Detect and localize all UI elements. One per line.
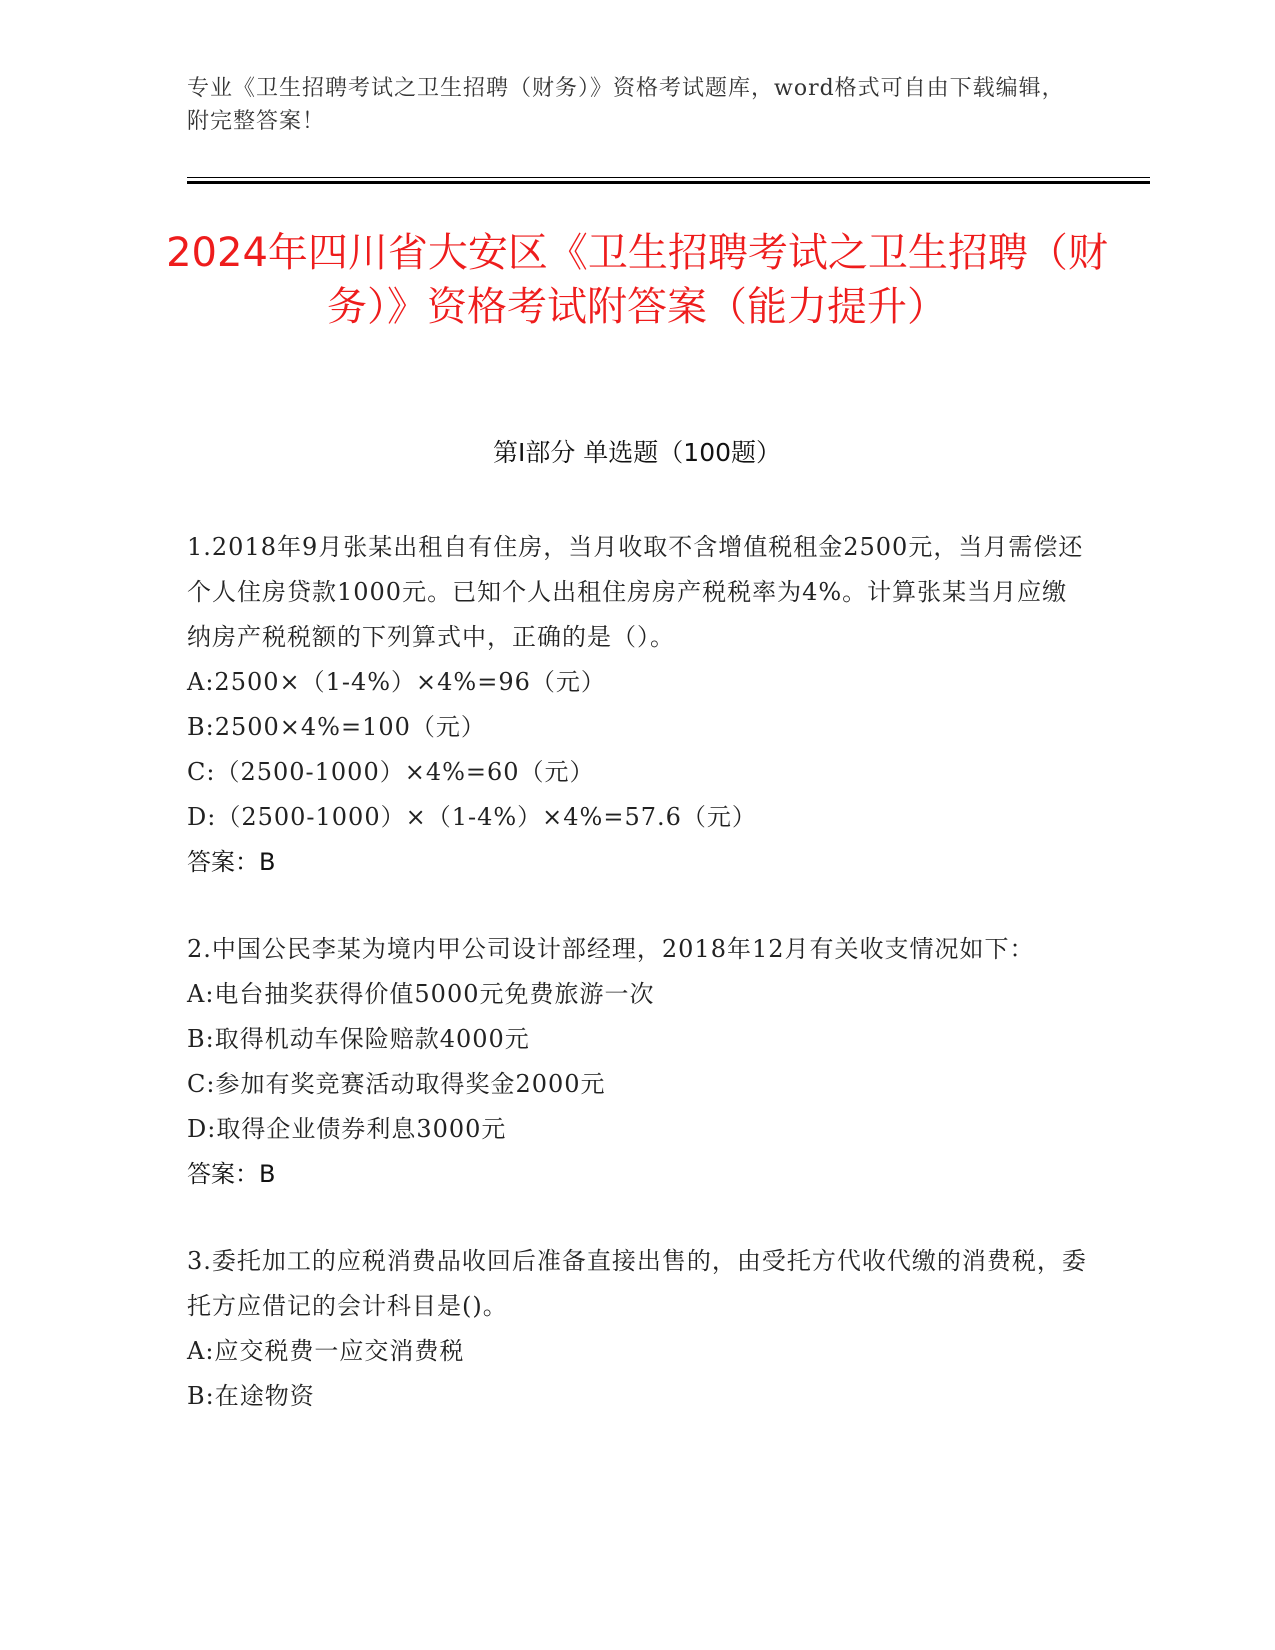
option-d: D:（2500-1000）×（1-4%）×4%=57.6（元） — [187, 803, 757, 831]
document-title: 2024年四川省大安区《卫生招聘考试之卫生招聘（财务）》资格考试附答案（能力提升） — [166, 230, 1108, 330]
question-list — [187, 525, 1087, 1461]
question-1 — [187, 525, 1087, 885]
question-stem: 1.2018年9月张某出租自有住房，当月收取不含增值税租金2500元，当月需偿还个人住房贷款1000元。已知个人出租住房房产税税率为4%。计算张某当月应缴纳房产税税额的下列算式中，正确的是（）。 — [187, 533, 1084, 651]
option-b: B:取得机动车保险赔款4000元 — [187, 1025, 530, 1053]
section-title: 第I部分 单选题（100题） — [492, 438, 782, 467]
option-a: A:电台抽奖获得价值5000元免费旅游一次 — [187, 980, 655, 1008]
option-a: A:应交税费一应交消费税 — [187, 1337, 465, 1365]
header-note: 专业《卫生招聘考试之卫生招聘（财务）》资格考试题库，word格式可自由下载编辑，附完整答案！ — [187, 76, 1065, 134]
option-c: C:参加有奖竞赛活动取得奖金2000元 — [187, 1070, 606, 1098]
question-3 — [187, 1239, 1087, 1419]
answer: 答案：B — [187, 848, 276, 876]
answer: 答案：B — [187, 1160, 276, 1188]
option-a: A:2500×（1-4%）×4%=96（元） — [187, 668, 606, 696]
option-b: B:在途物资 — [187, 1382, 315, 1410]
header-rule-thick — [187, 181, 1150, 184]
option-c: C:（2500-1000）×4%=60（元） — [187, 758, 595, 786]
header-rule-thin — [187, 177, 1150, 178]
option-d: D:取得企业债券利息3000元 — [187, 1115, 507, 1143]
option-b: B:2500×4%=100（元） — [187, 713, 486, 741]
question-2 — [187, 927, 1087, 1197]
question-stem: 3.委托加工的应税消费品收回后准备直接出售的，由受托方代收代缴的消费税，委托方应借记的会计科目是()。 — [187, 1247, 1087, 1320]
question-stem: 2.中国公民李某为境内甲公司设计部经理，2018年12月有关收支情况如下： — [187, 935, 1035, 963]
